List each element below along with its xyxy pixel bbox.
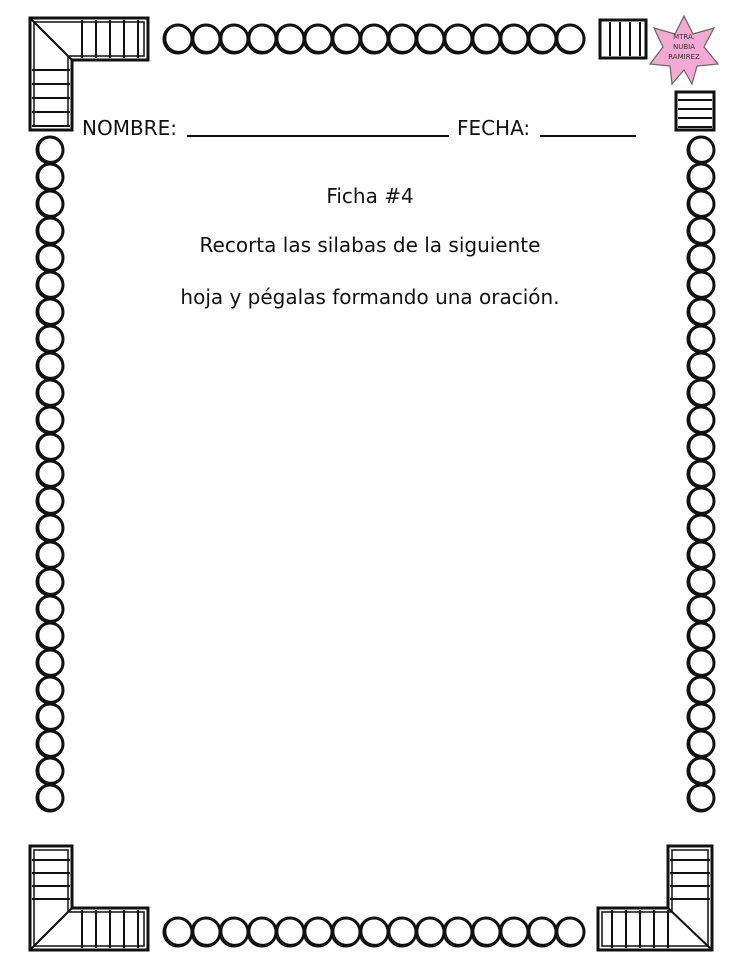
frame-ring	[418, 25, 444, 51]
frame-ring	[334, 918, 360, 944]
frame-ring	[39, 137, 63, 161]
frame-ring	[690, 623, 714, 647]
frame-ring	[39, 461, 63, 485]
frame-ring	[690, 353, 714, 377]
frame-ring	[690, 704, 714, 728]
frame-ring	[306, 25, 332, 51]
frame-ring	[690, 542, 714, 566]
fecha-label: FECHA:	[456, 116, 531, 140]
frame-ring	[166, 25, 192, 51]
frame-ring	[690, 785, 714, 809]
frame-ring	[306, 918, 332, 944]
logo-line-3: RAMIREZ	[668, 53, 700, 61]
frame-ring	[39, 569, 63, 593]
frame-ring	[39, 650, 63, 674]
frame-ring	[334, 25, 360, 51]
frame-ring	[39, 353, 63, 377]
frame-ring	[39, 488, 63, 512]
frame-ring	[446, 25, 472, 51]
frame-ring	[690, 461, 714, 485]
frame-ring	[690, 488, 714, 512]
frame-ring	[390, 25, 416, 51]
frame-ring	[166, 918, 192, 944]
frame-ring	[39, 785, 63, 809]
frame-ring	[39, 542, 63, 566]
frame-ring	[39, 704, 63, 728]
logo-line-1: MTRA.	[673, 33, 695, 41]
frame-ring	[39, 380, 63, 404]
frame-ring	[502, 25, 528, 51]
frame-ring	[362, 918, 388, 944]
frame-ring	[39, 515, 63, 539]
frame-ring	[474, 25, 500, 51]
frame-ring	[39, 407, 63, 431]
corner-block	[676, 92, 714, 130]
frame-ring	[278, 25, 304, 51]
frame-ring	[474, 918, 500, 944]
frame-ring	[690, 569, 714, 593]
fecha-blank[interactable]	[540, 115, 636, 137]
frame-ring	[558, 918, 584, 944]
frame-ring	[690, 731, 714, 755]
frame-ring	[278, 918, 304, 944]
frame-ring	[222, 918, 248, 944]
frame-ring	[446, 918, 472, 944]
instruction-line-2: hoja y pégalas formando una oración.	[180, 285, 560, 309]
nombre-label: NOMBRE:	[82, 116, 177, 140]
frame-ring	[690, 650, 714, 674]
frame-ring	[39, 596, 63, 620]
frame-ring	[418, 918, 444, 944]
header-fields	[82, 112, 644, 140]
logo-line-2: NUBIA	[672, 43, 696, 51]
frame-ring	[530, 25, 556, 51]
frame-ring	[250, 918, 276, 944]
frame-ring	[194, 25, 220, 51]
frame-ring	[250, 25, 276, 51]
star-logo-icon	[648, 14, 720, 86]
frame-ring	[39, 326, 63, 350]
worksheet-title: Ficha #4	[326, 184, 414, 208]
frame-ring	[690, 407, 714, 431]
frame-ring	[530, 918, 556, 944]
corner-block	[30, 908, 72, 950]
corner-block	[30, 18, 72, 60]
frame-ring	[39, 731, 63, 755]
frame-ring	[558, 25, 584, 51]
frame-ring	[390, 918, 416, 944]
frame-ring	[690, 137, 714, 161]
frame-ring	[690, 758, 714, 782]
frame-ring	[690, 434, 714, 458]
frame-ring	[362, 25, 388, 51]
frame-ring	[502, 918, 528, 944]
frame-ring	[39, 434, 63, 458]
frame-ring	[39, 758, 63, 782]
corner-block	[668, 908, 712, 950]
frame-ring	[194, 918, 220, 944]
frame-ring	[222, 25, 248, 51]
frame-ring	[39, 677, 63, 701]
frame-ring	[690, 677, 714, 701]
frame-ring	[690, 596, 714, 620]
frame-ring	[39, 623, 63, 647]
frame-ring	[690, 380, 714, 404]
frame-ring	[690, 515, 714, 539]
instruction-line-1: Recorta las silabas de la siguiente	[199, 233, 541, 257]
nombre-blank[interactable]	[187, 115, 449, 137]
frame-ring	[690, 326, 714, 350]
